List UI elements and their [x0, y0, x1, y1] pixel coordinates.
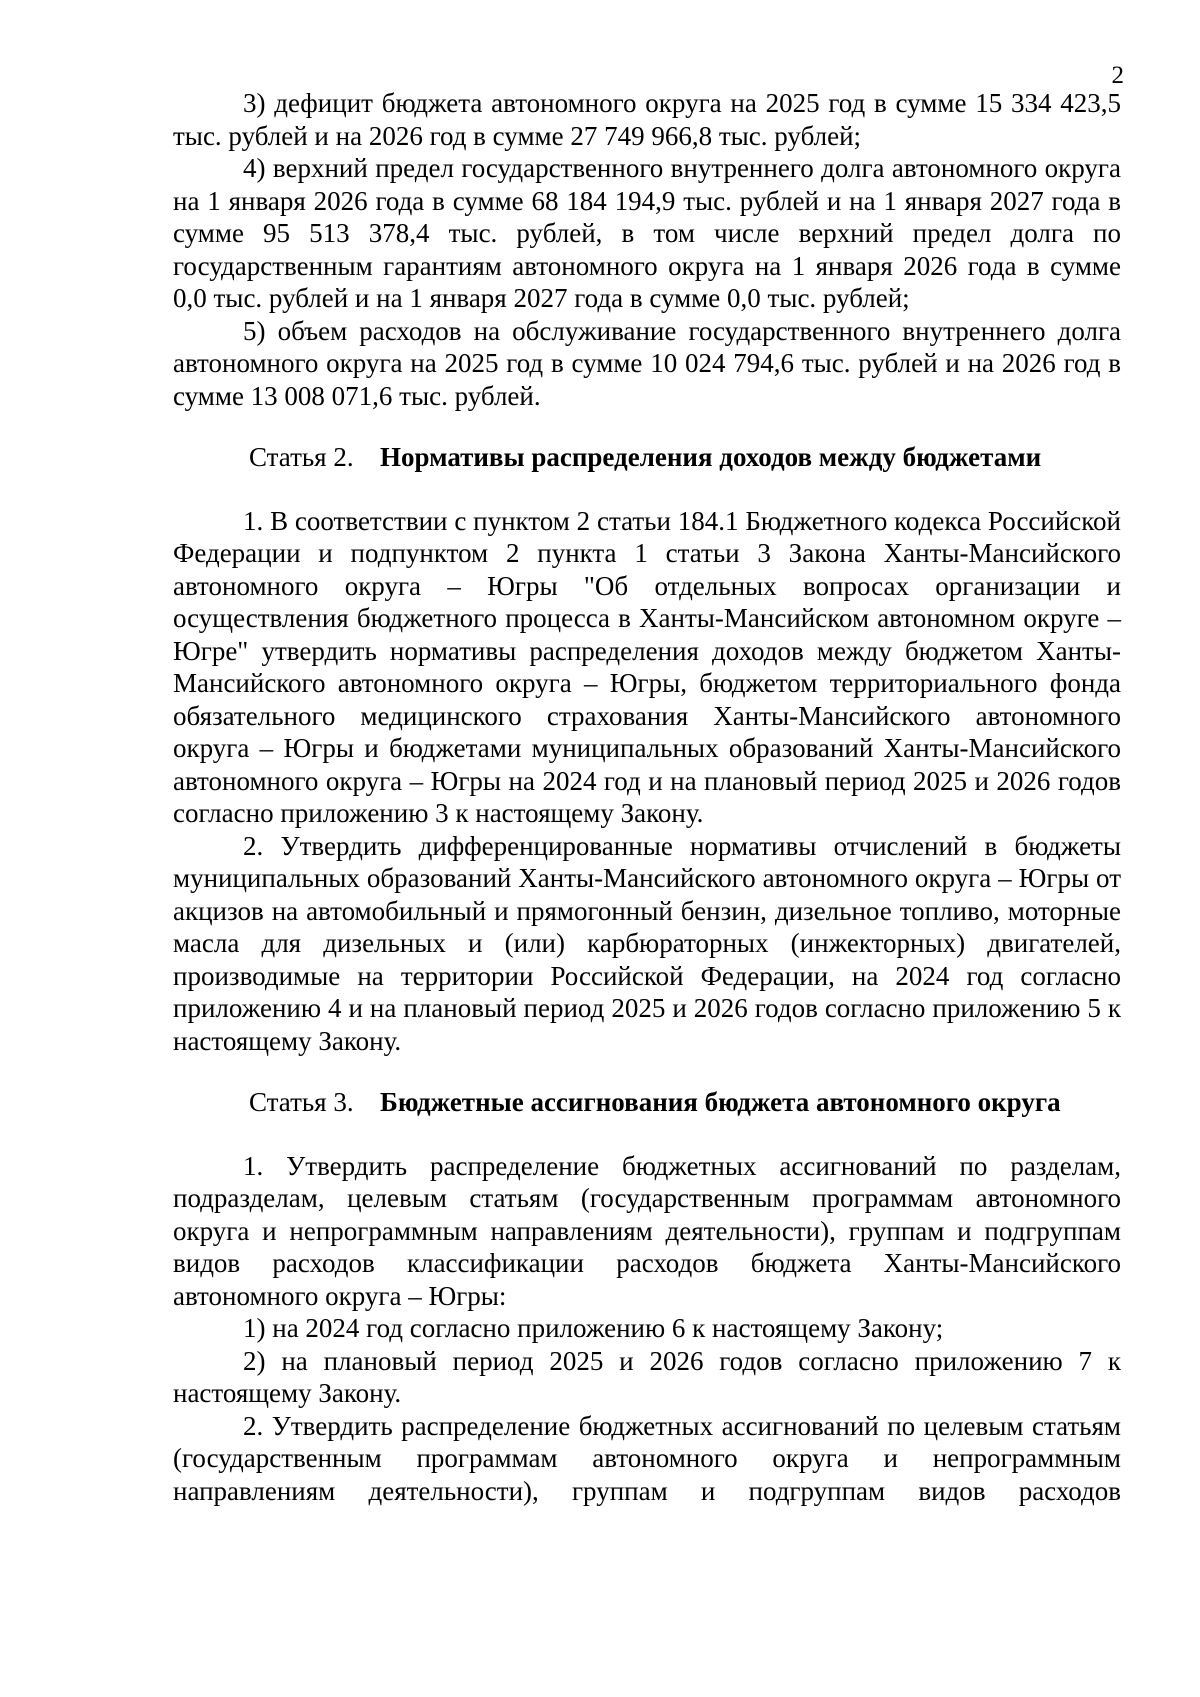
article-3-subitem-2: 2) на плановый период 2025 и 2026 годов согласно приложению 7 к настоящему Закону.: [173, 1345, 1121, 1408]
intro-item-4: 4) верхний предел государственного внутреннего долга автономного округа на 1 января 2026 года в сумме 68 184 194,9 тыс. рублей и на 1 января 2027 года в сумме 95 513 378,4 тыс. рублей, в том числе верхний предел долга по государственным гарантиям автономного округа на 1 января 2026 года в сумме 0,0 тыс. рублей и на 1 января 2027 года в сумме 0,0 тыс. рублей;: [173, 153, 1121, 313]
document-body: [173, 87, 1121, 1507]
article-2-number: Статья 2.: [249, 442, 354, 472]
article-3-heading: [173, 1086, 1121, 1119]
article-2-heading: [173, 441, 1121, 474]
article-2-title: Нормативы распределения доходов между бюджетами: [380, 442, 1042, 472]
article-3-number: Статья 3.: [249, 1087, 354, 1117]
article-3-title: Бюджетные ассигнования бюджета автономного округа: [380, 1087, 1061, 1117]
article-3-subitem-1: 1) на 2024 год согласно приложению 6 к настоящему Закону;: [243, 1313, 944, 1343]
intro-item-5: 5) объем расходов на обслуживание государственного внутреннего долга автономного округа на 2025 год в сумме 10 024 794,6 тыс. рублей и на 2026 год в сумме 13 008 071,6 тыс. рублей.: [173, 315, 1121, 411]
article-2-paragraph-1: 1. В соответствии с пунктом 2 статьи 184.1 Бюджетного кодекса Российской Федерации и подпунктом 2 пункта 1 статьи 3 Закона Ханты-Мансийского автономного округа – Югры "Об отдельных вопросах организации и осуществления бюджетного процесса в Ханты-Мансийском автономном округе – Югре" утвердить нормативы распределения доходов между бюджетом Ханты-Мансийского автономного округа – Югры, бюджетом территориального фонда обязательного медицинского страхования Ханты-Мансийского автономного округа – Югры и бюджетами муниципальных образований Ханты-Мансийского автономного округа – Югры на 2024 год и на плановый период 2025 и 2026 годов согласно приложению 3 к настоящему Закону.: [173, 505, 1121, 828]
page-number: 2: [1111, 62, 1124, 89]
article-3-paragraph-2: 2. Утвердить распределение бюджетных ассигнований по целевым статьям (государственным программам автономного округа и непрограммным направлениям деятельности), группам и подгруппам видов расходов: [173, 1410, 1121, 1506]
article-3-paragraph-1: 1. Утвердить распределение бюджетных ассигнований по разделам, подразделам, целевым статьям (государственным программам автономного округа и непрограммным направлениям деятельности), группам и подгруппам видов расходов классификации расходов бюджета Ханты-Мансийского автономного округа – Югры:: [173, 1150, 1121, 1311]
article-2-paragraph-2: 2. Утвердить дифференцированные нормативы отчислений в бюджеты муниципальных образований Ханты-Мансийского автономного округа – Югры от акцизов на автомобильный и прямогонный бензин, дизельное топливо, моторные масла для дизельных и (или) карбюраторных (инжекторных) двигателей, производимые на территории Российской Федерации, на 2024 год согласно приложению 4 и на плановый период 2025 и 2026 годов согласно приложению 5 к настоящему Закону.: [173, 830, 1121, 1056]
intro-item-3: 3) дефицит бюджета автономного округа на 2025 год в сумме 15 334 423,5 тыс. рублей и на 2026 год в сумме 27 749 966,8 тыс. рублей;: [173, 88, 1121, 151]
